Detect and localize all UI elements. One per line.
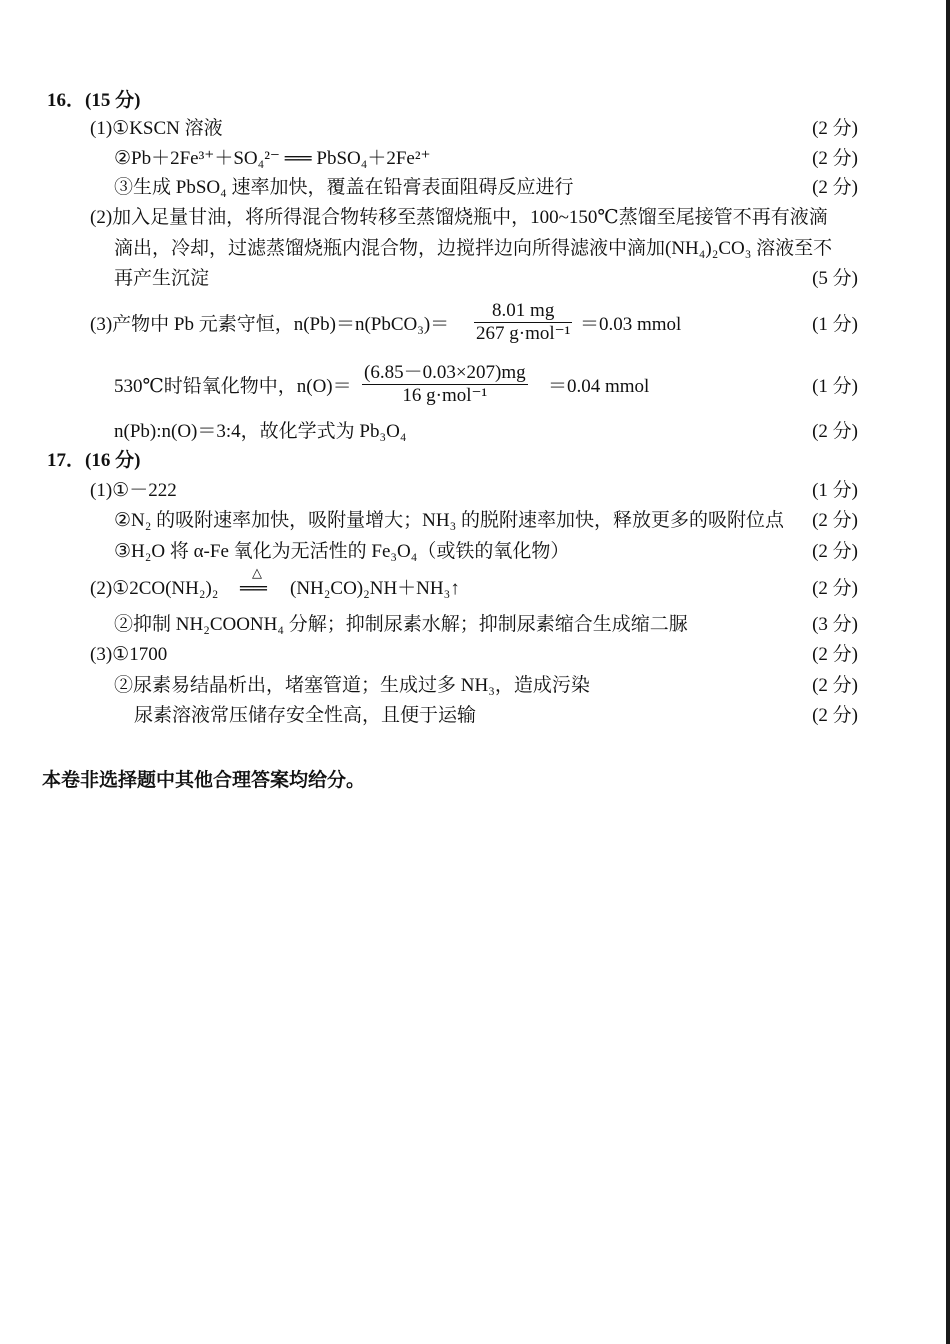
q16-3-result: ＝0.03 mmol — [580, 314, 682, 335]
q16-3-oxygen-fraction — [362, 362, 528, 407]
q16-3-oxygen-denominator: 16 g·mol⁻¹ — [402, 385, 488, 406]
q16-3-oxygen-points: (1 分) — [812, 376, 858, 397]
q17-3-advantage: 尿素溶液常压储存安全性高，且便于运输 — [134, 705, 477, 726]
q17-3-drawback-points: (2 分) — [812, 675, 858, 696]
q16-3-ratio: n(Pb):n(O)＝3:4，故化学式为 Pb₃O₄ — [114, 421, 407, 442]
q16-1-reason-points: (2 分) — [812, 177, 858, 198]
q16-3-oxygen-numerator: (6.85－0.03×207)mg — [364, 362, 526, 383]
q16-3-denominator: 267 g·mol⁻¹ — [476, 323, 571, 344]
grading-note: 本卷非选择题中其他合理答案均给分。 — [42, 770, 366, 791]
q17-2-points: (2 分) — [812, 578, 858, 599]
q17-1-deactivation: ③H₂O 将 α-Fe 氧化为无活性的 Fe₃O₄（或铁的氧化物） — [114, 541, 570, 562]
q16-3-ratio-points: (2 分) — [812, 421, 858, 442]
q16-2-line-a: (2)加入足量甘油，将所得混合物转移至蒸馏烧瓶中，100~150℃蒸馏至尾接管不再有液滴 — [90, 207, 828, 228]
q16-3-numerator: 8.01 mg — [474, 300, 572, 323]
q17-1-reason-points: (2 分) — [812, 510, 858, 531]
q16-2-line-b: 滴出，冷却，过滤蒸馏烧瓶内混合物，边搅拌边向所得滤液中滴加(NH₄)₂CO₃ 溶液至不 — [114, 238, 833, 259]
q17-1-reason: ②N₂ 的吸附速率加快，吸附量增大；NH₃ 的脱附速率加快，释放更多的吸附位点 — [114, 510, 784, 531]
q16-2-points: (5 分) — [812, 268, 858, 289]
q17-3-drawback: ②尿素易结晶析出，堵塞管道；生成过多 NH₃，造成污染 — [114, 675, 590, 696]
q16-header: 16．(15 分) — [47, 90, 141, 111]
q16-1-equation: ②Pb＋2Fe³⁺＋SO₄²⁻ ══ PbSO₄＋2Fe²⁺ — [114, 148, 431, 169]
q17-3-points: (2 分) — [812, 644, 858, 665]
q17-3-answer: (3)①1700 — [90, 644, 168, 665]
q17-2-products: (NH₂CO)₂NH＋NH₃↑ — [290, 578, 460, 599]
q16-3-oxygen-result: ＝0.04 mmol — [548, 376, 650, 397]
q16-3-oxygen-prefix: 530℃时铅氧化物中，n(O)＝ — [114, 376, 352, 397]
q17-3-advantage-points: (2 分) — [812, 705, 858, 726]
q16-1-answer: (1)①KSCN 溶液 — [90, 118, 223, 139]
scan-edge — [946, 0, 950, 1344]
q16-3-points: (1 分) — [812, 314, 858, 335]
heat-condition: △ — [252, 565, 262, 580]
q16-1-points: (2 分) — [812, 118, 858, 139]
q17-1-deactivation-points: (2 分) — [812, 541, 858, 562]
q16-2-line-c: 再产生沉淀 — [114, 268, 210, 289]
q16-1-equation-points: (2 分) — [812, 148, 858, 169]
q17-2-inhibit-points: (3 分) — [812, 614, 858, 635]
q17-2-inhibit: ②抑制 NH₂COONH₄ 分解；抑制尿素水解；抑制尿素缩合生成缩二脲 — [114, 614, 688, 635]
q17-1-answer: (1)①－222 — [90, 480, 177, 501]
q16-3-prefix: (3)产物中 Pb 元素守恒，n(Pb)＝n(PbCO₃)＝ — [90, 314, 450, 335]
q17-1-points: (1 分) — [812, 480, 858, 501]
q16-3-fraction — [474, 300, 572, 345]
equals-arrow: ══ — [240, 578, 267, 599]
q17-2-reactant: (2)①2CO(NH₂)₂ — [90, 578, 219, 599]
q17-header: 17．(16 分) — [47, 450, 141, 471]
q16-1-reason: ③生成 PbSO₄ 速率加快，覆盖在铅膏表面阻碍反应进行 — [114, 177, 574, 198]
